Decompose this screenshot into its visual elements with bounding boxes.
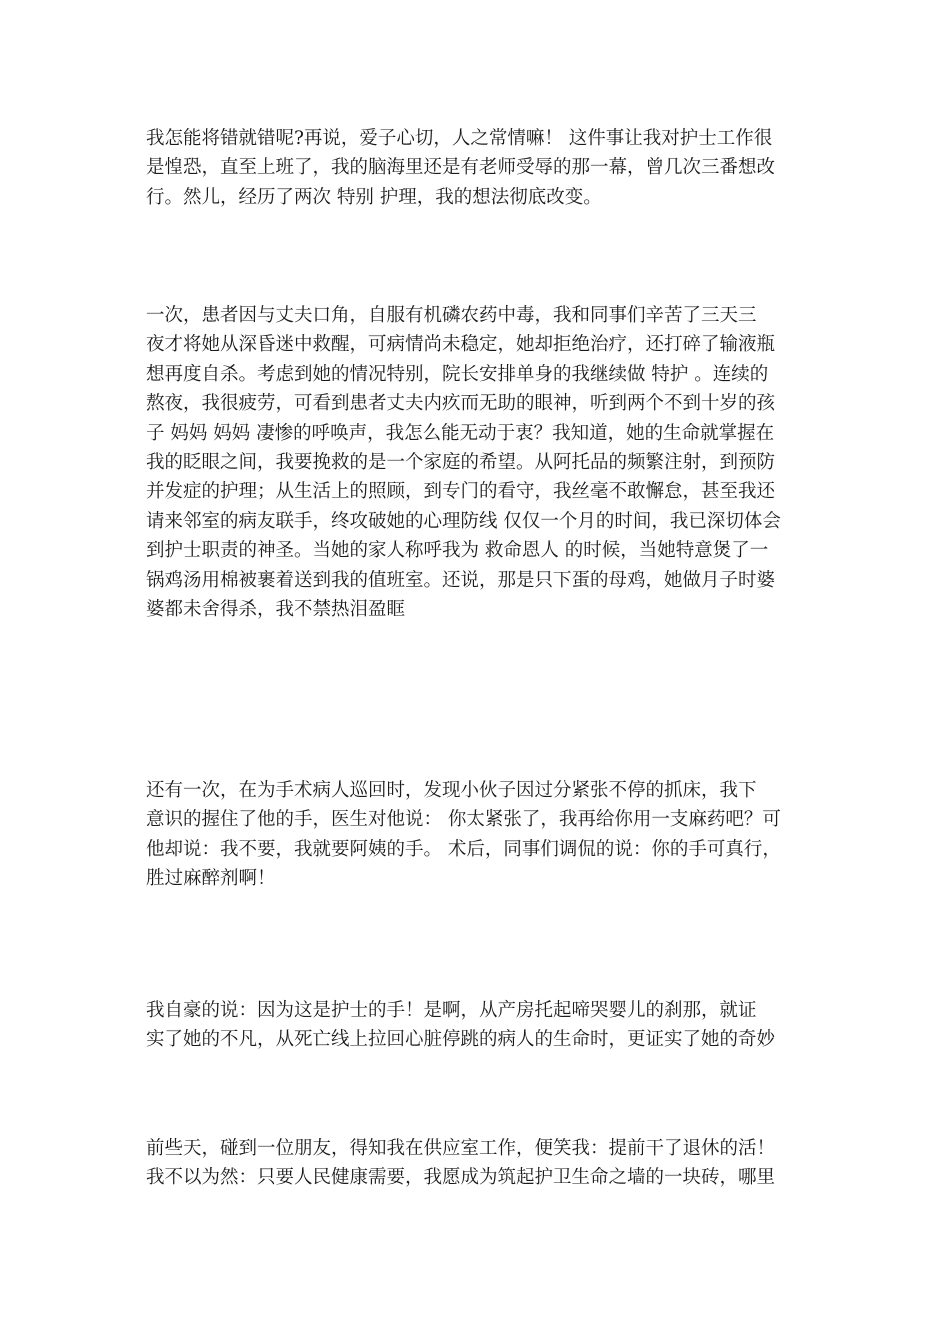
text-line: 请来邻室的病友联手，终攻破她的心理防线 仅仅一个月的时间，我已深切体会: [146, 510, 781, 532]
text-line: 我怎能将错就错呢?再说，爱子心切，人之常情嘛！ 这件事让我对护士工作很: [146, 128, 773, 149]
text-line: 一次，患者因与丈夫口角，自服有机磷农药中毒，我和同事们辛苦了三天三: [146, 305, 757, 326]
paragraph-4: [146, 996, 826, 1055]
text-line: 夜才将她从深昏迷中救醒，可病情尚未稳定，她却拒绝治疗，还打碎了输液瓶: [146, 334, 776, 356]
text-line: 熬夜，我很疲劳，可看到患者丈夫内疚而无助的眼神，听到两个不到十岁的孩: [146, 393, 776, 415]
text-line: 婆都未舍得杀，我不禁热泪盈眶: [146, 598, 406, 620]
text-line: 子 妈妈 妈妈 凄惨的呼唤声，我怎么能无动于衷？我知道，她的生命就掌握在: [146, 422, 775, 444]
paragraph-1: [146, 124, 826, 212]
text-line: 行。然儿，经历了两次 特别 护理，我的想法彻底改变。: [146, 186, 602, 208]
text-line: 锅鸡汤用棉被裹着送到我的值班室。还说，那是只下蛋的母鸡，她做月子时婆: [146, 569, 776, 591]
paragraph-3: [146, 776, 826, 894]
text-line: 还有一次，在为手术病人巡回时，发现小伙子因过分紧张不停的抓床，我下: [146, 780, 757, 801]
text-line: 是惶恐，直至上班了，我的脑海里还是有老师受辱的那一幕，曾几次三番想改: [146, 157, 776, 179]
text-line: 我不以为然：只要人民健康需要，我愿成为筑起护卫生命之墙的一块砖，哪里: [146, 1167, 776, 1189]
text-line: 我自豪的说：因为这是护士的手！是啊，从产房托起啼哭婴儿的刹那，就证: [146, 1000, 757, 1021]
text-line: 胜过麻醉剂啊！: [146, 868, 276, 890]
paragraph-5: [146, 1134, 826, 1193]
text-line: 我的眨眼之间，我要挽救的是一个家庭的希望。从阿托品的频繁注射，到预防: [146, 451, 776, 473]
text-line: 他却说：我不要，我就要阿姨的手。 术后，同事们调侃的说：你的手可真行，: [146, 838, 781, 860]
paragraph-2: [146, 301, 826, 624]
text-line: 意识的握住了他的手，医生对他说： 你太紧张了，我再给你用一支麻药吧？可: [146, 809, 781, 831]
text-line: 想再度自杀。考虑到她的情况特别，院长安排单身的我继续做 特护 。连续的: [146, 363, 769, 385]
text-line: 前些天，碰到一位朋友，得知我在供应室工作，便笑我：提前干了退休的活！: [146, 1138, 776, 1159]
text-line: 实了她的不凡，从死亡线上拉回心脏停跳的病人的生命时，更证实了她的奇妙: [146, 1029, 776, 1051]
text-line: 并发症的护理；从生活上的照顾，到专门的看守，我丝毫不敢懈怠，甚至我还: [146, 481, 776, 503]
text-line: 到护士职责的神圣。当她的家人称呼我为 救命恩人 的时候，当她特意煲了一: [146, 540, 769, 562]
